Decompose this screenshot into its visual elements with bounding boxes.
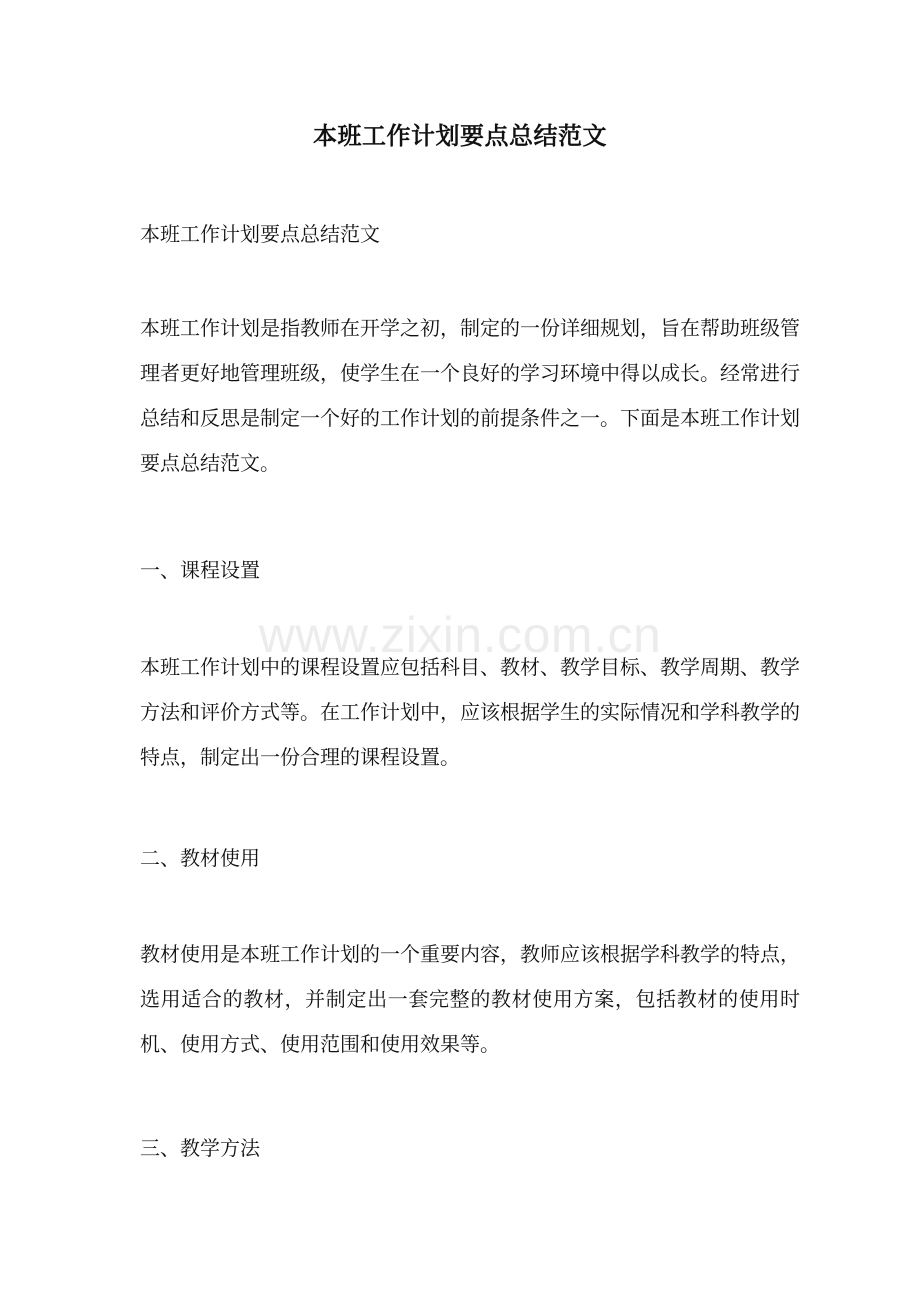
watermark-text: www.zixin.com.cn (258, 607, 662, 663)
section-heading-3: 三、教学方法 (140, 1136, 260, 1160)
section-body-2: 教材使用是本班工作计划的一个重要内容，教师应该根据学科教学的特点，选用适合的教材，并制定出一套完整的教材使用方案，包括教材的使用时机、使用方式、使用范围和使用效果等。 (140, 942, 800, 1056)
document-title: 本班工作计划要点总结范文 (313, 121, 607, 150)
section-heading-1: 一、课程设置 (140, 558, 260, 582)
section-heading-2: 二、教材使用 (140, 846, 260, 870)
document-subtitle: 本班工作计划要点总结范文 (140, 222, 380, 246)
intro-paragraph: 本班工作计划是指教师在开学之初，制定的一份详细规划，旨在帮助班级管理者更好地管理班级，使学生在一个良好的学习环境中得以成长。经常进行总结和反思是制定一个好的工作计划的前提条件之一。下面是本班工作计划要点总结范文。 (140, 316, 800, 475)
section-body-1: 本班工作计划中的课程设置应包括科目、教材、教学目标、教学周期、教学方法和评价方式等。在工作计划中，应该根据学生的实际情况和学科教学的特点，制定出一份合理的课程设置。 (140, 655, 800, 769)
